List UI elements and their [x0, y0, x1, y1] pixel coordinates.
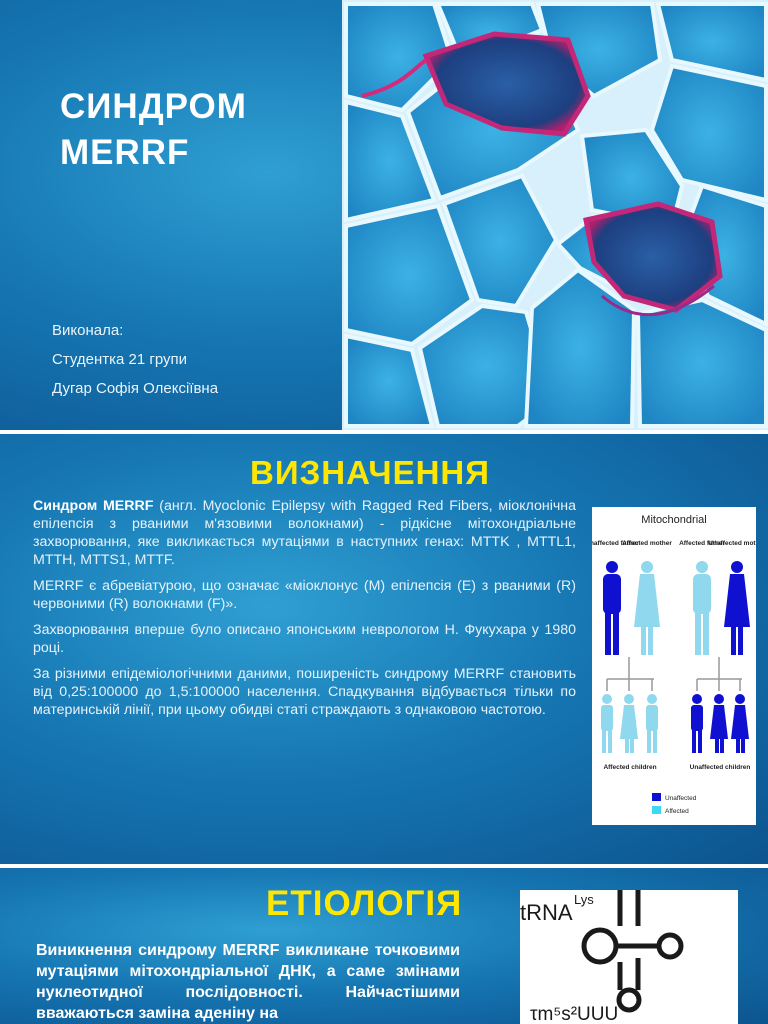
right-parents	[693, 561, 750, 655]
etiology-heading: ЕТІОЛОГІЯ	[266, 884, 463, 923]
definition-paragraph-3: Захворювання вперше було описано японським неврологом Н. Фукухара у 1980 році.	[33, 622, 576, 656]
svg-text:Affected: Affected	[665, 808, 689, 815]
label-left-children: Affected children	[603, 764, 657, 771]
label-right-children: Unaffected children	[689, 764, 751, 771]
presentation-title: СИНДРОМ MERRF	[60, 87, 247, 172]
diagram-legend	[652, 793, 697, 815]
definition-paragraph-4: За різними епідеміологічними даними, поширеність синдрому MERRF становить від 0,25:100000 до 1,5:100000 населення. Спадкування відбувається тільки по материнській лінії, при цьому обидві статі страждають з однаковою частотою.	[33, 666, 576, 718]
svg-text:Unaffected: Unaffected	[665, 795, 697, 802]
definition-paragraph-1: Синдром MERRF (англ. Myoclonic Epilepsy with Ragged Red Fibers, міоклонічна епілепсія з рваними м'язовими волокнами) - рідкісне мітохондріальне захворювання, яке викликається мутаціями в наступних генах: MTTK , MTTL1, MTTH, MTTS1, MTTF.	[33, 498, 576, 568]
diagram-title: Mitochondrial	[641, 514, 707, 526]
right-children	[691, 694, 749, 753]
label-right-father: Affected father	[679, 540, 725, 547]
cloverleaf-icon	[584, 890, 681, 1010]
definition-paragraph-2: MERRF є абревіатурою, що означає «міоклонус (M) епілепсія (E) з рваними (R) червоними (R) волокнами (F)».	[33, 578, 576, 612]
author-label: Виконала:	[52, 322, 124, 339]
muscle-fiber-micrograph	[342, 0, 768, 430]
label-left-mother: Affected mother	[622, 540, 672, 547]
label-right-mother: Unaffected mot	[708, 540, 756, 547]
etiology-text: Виникнення синдрому MERRF викликане точковими мутаціями мітохондріальної ДНК, а саме змінами нуклеотидної послідовності. Найчастішими вважаються заміна аденіну на	[36, 942, 460, 1022]
left-parents	[603, 561, 660, 655]
trna-modification-label: τm⁵s²UUU	[530, 1004, 619, 1024]
definition-slide	[0, 434, 768, 864]
author-name: Дугар Софія Олексіївна	[52, 380, 219, 397]
trna-superscript: Lys	[574, 892, 594, 907]
label-left-father: affected father	[593, 540, 639, 547]
definition-heading: ВИЗНАЧЕННЯ	[250, 454, 490, 491]
author-group: Студентка 21 групи	[52, 351, 188, 368]
inheritance-diagram	[592, 507, 756, 825]
definition-text	[33, 497, 576, 727]
trna-label: tRNA	[520, 900, 573, 925]
title-slide	[0, 0, 768, 430]
trna-structure-diagram	[520, 890, 738, 1024]
etiology-slide	[0, 868, 768, 1024]
left-children	[601, 694, 658, 753]
author-block	[52, 316, 218, 403]
